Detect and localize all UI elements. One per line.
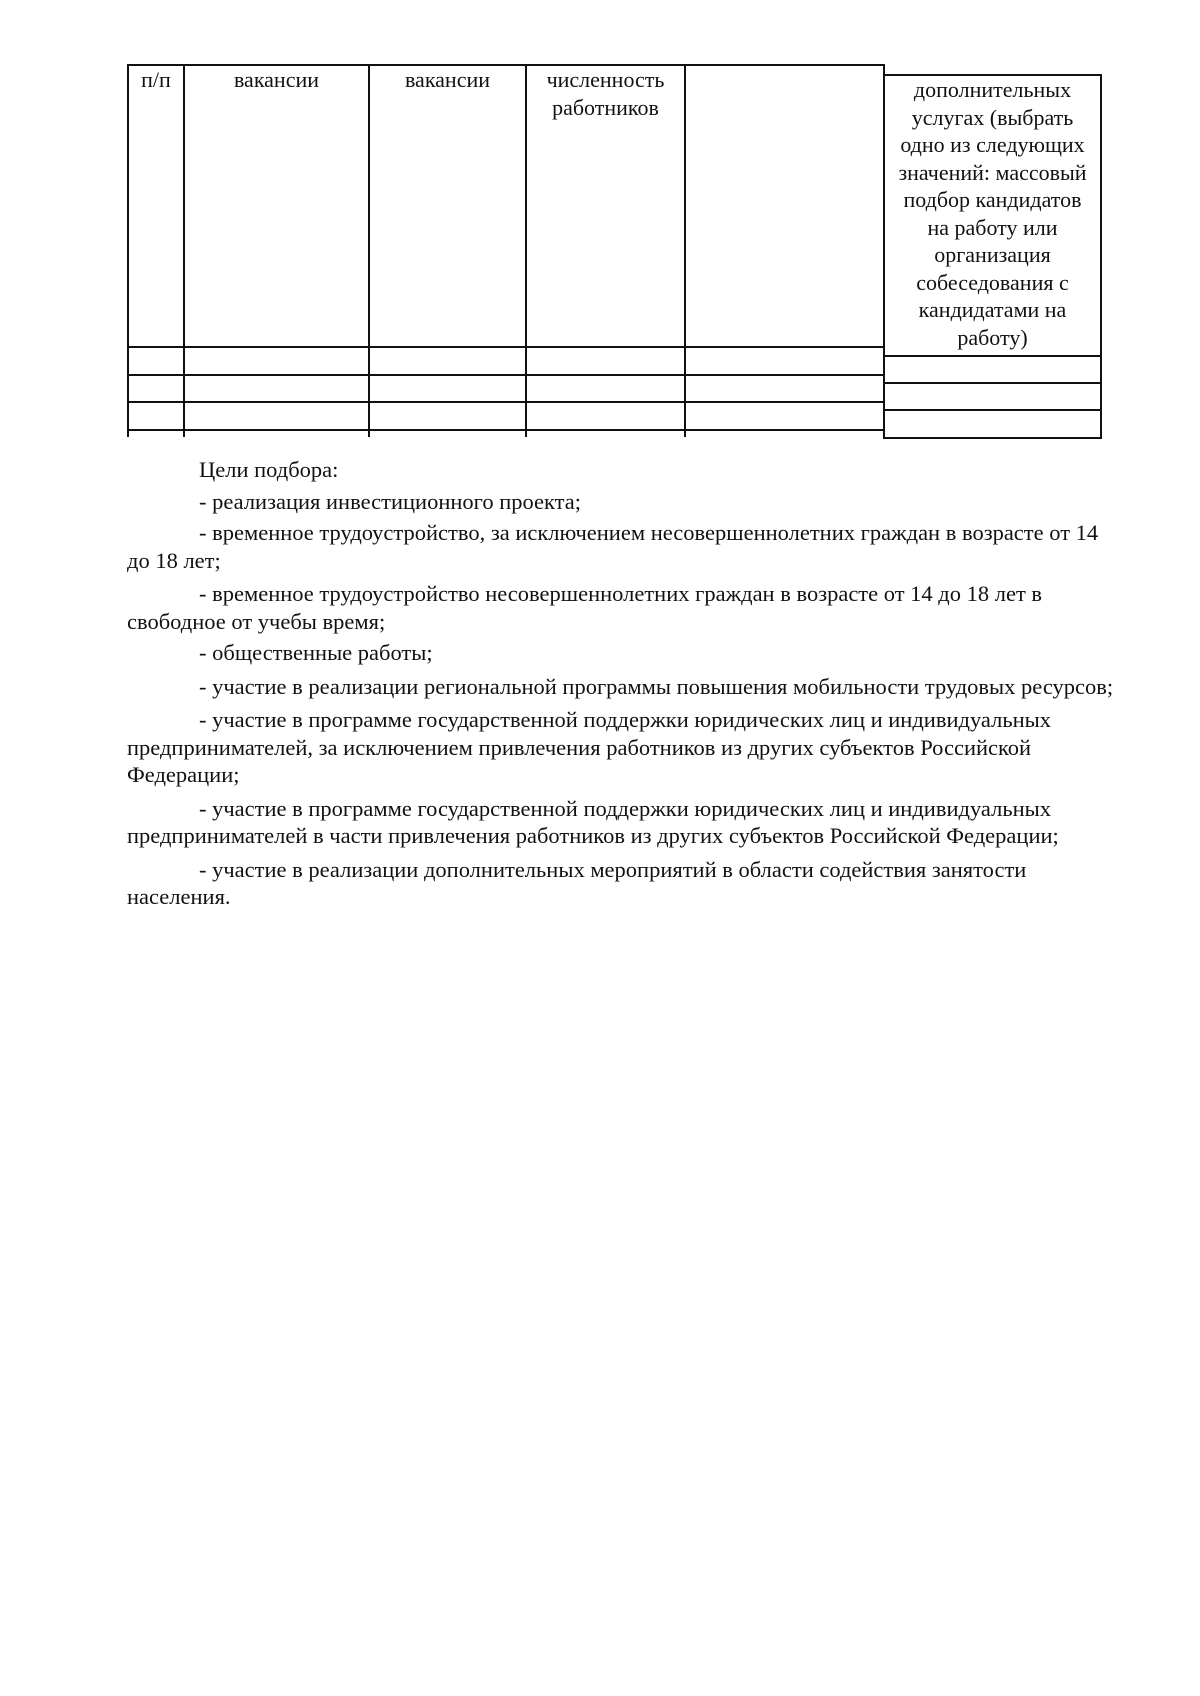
table-col-divider [183, 64, 185, 437]
goal-item: - общественные работы; [199, 640, 433, 665]
goal-item: - участие в программе государственной поддержки юридических лиц и индивидуальных предпринимателей, за исключением привлечения работников из других субъектов Российской Федерации; [127, 707, 1051, 787]
table-row-line [883, 382, 1101, 384]
goal-item: - участие в реализации региональной программы повышения мобильности трудовых ресурсов; [199, 673, 1114, 699]
goal-item: - участие в реализации дополнительных мероприятий в области содействия занятости населения. [127, 856, 1027, 909]
header-cell-additional-services: дополнительных услугах (выбрать одно из следующих значений: массовый подбор кандидатов на работу или организация собеседования с кандидатами на работу) [898, 77, 1087, 350]
table-border-bottom [883, 437, 1102, 439]
goal-item: - участие в программе государственной поддержки юридических лиц и индивидуальных предпринимателей в части привлечения работников из других субъектов Российской Федерации; [127, 795, 1059, 848]
goals-title: Цели подбора: [199, 457, 339, 482]
goal-item: - реализация инвестиционного проекта; [199, 488, 581, 514]
table-row-line [883, 409, 1101, 411]
goal-item: - временное трудоустройство, за исключением несовершеннолетних граждан в возрасте от 14 до 18 лет; [127, 520, 1099, 573]
goal-item: - временное трудоустройство несовершеннолетних граждан в возрасте от 14 до 18 лет в свободное от учебы время; [127, 581, 1043, 634]
table-border-left [127, 64, 129, 437]
table-row-line [127, 401, 883, 403]
table-col-divider [684, 64, 686, 437]
table-row-line [883, 355, 1101, 357]
table-col-divider [368, 64, 370, 437]
table-border-bottom [127, 429, 883, 431]
table-row-line [127, 346, 883, 348]
table-row-line [127, 374, 883, 376]
header-cell-number: п/п [141, 67, 171, 92]
header-cell-vacancy-1: вакансии [233, 67, 320, 92]
selection-goals [127, 456, 1117, 911]
vacancy-form-table [127, 64, 1102, 438]
header-cell-headcount: численность работников [546, 67, 665, 120]
header-cell-vacancy-2: вакансии [404, 67, 491, 92]
